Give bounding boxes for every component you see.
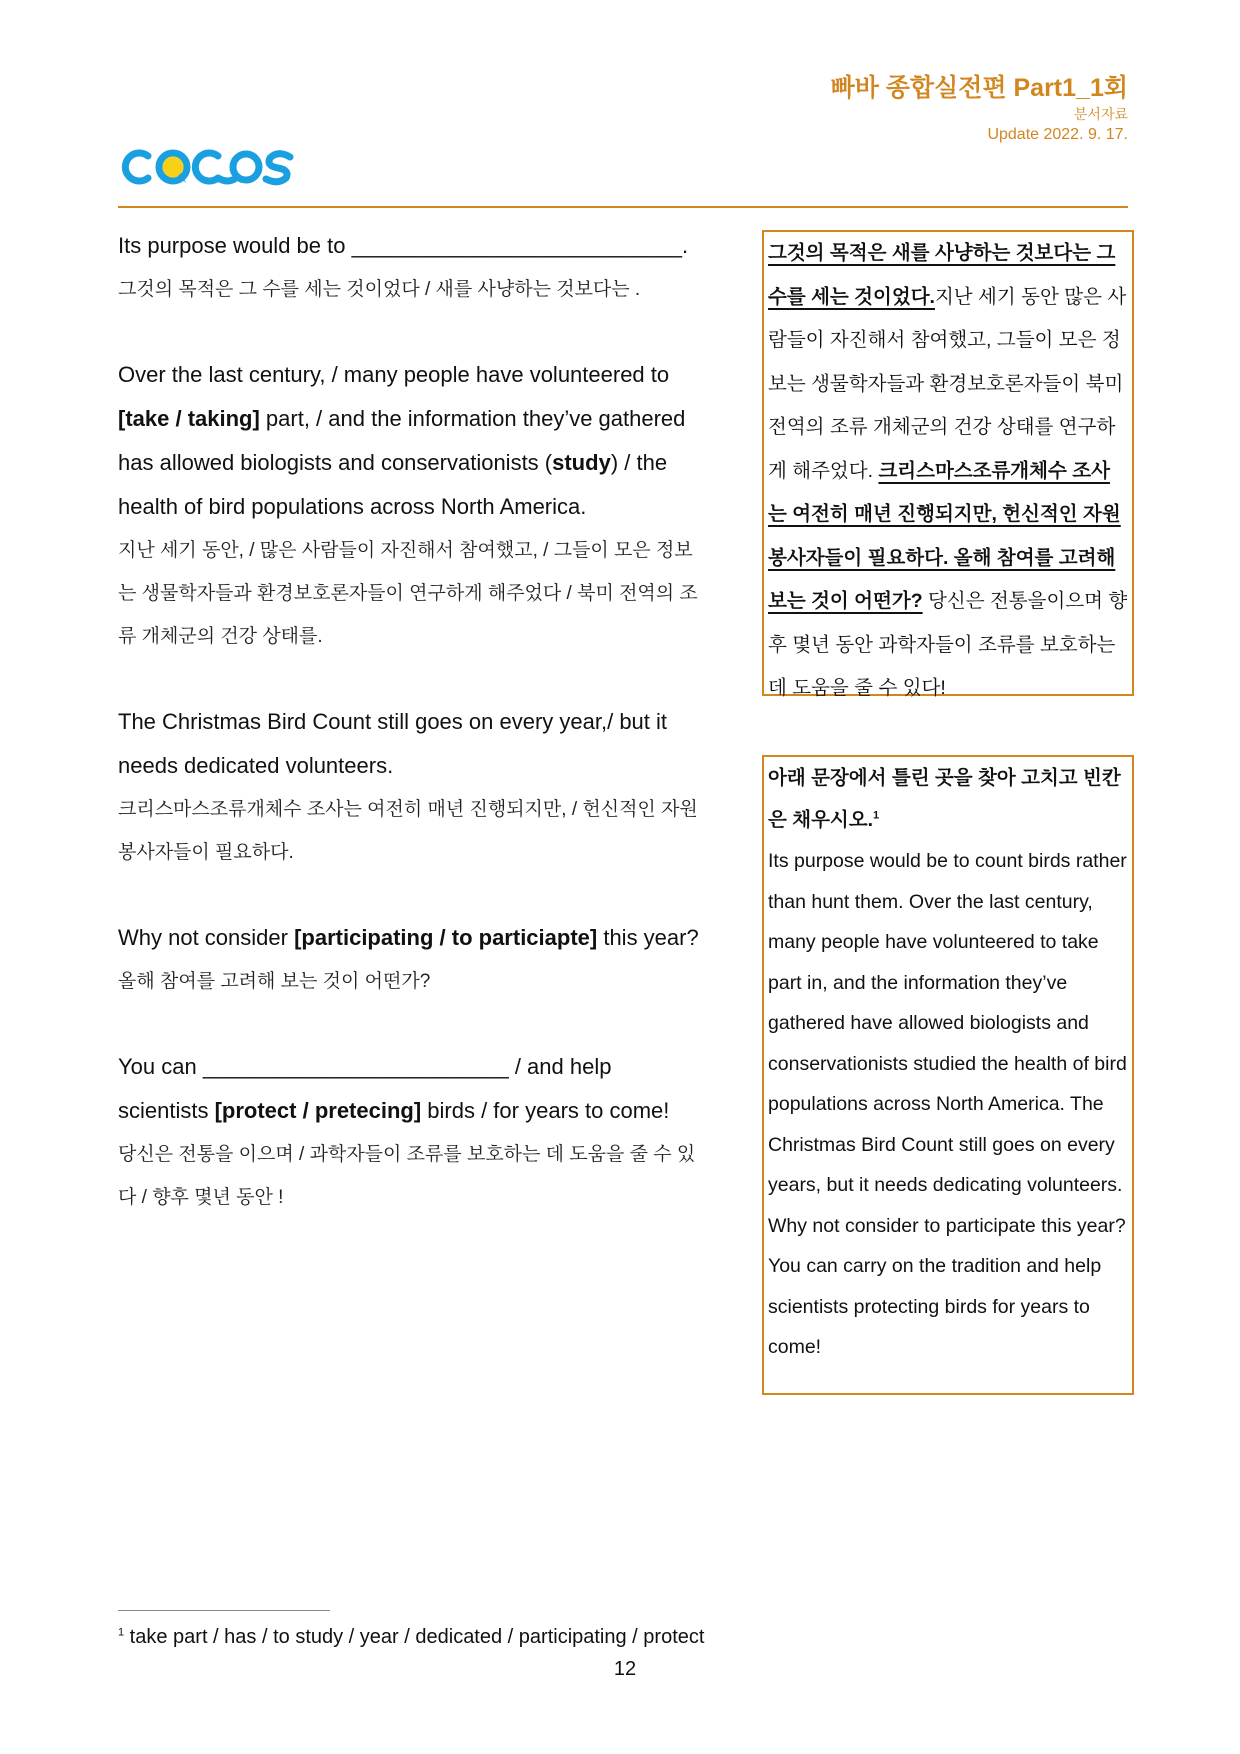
sentence-1-ko: 그것의 목적은 그 수를 세는 것이었다 / 새를 사냥하는 것보다는 . xyxy=(118,279,641,300)
translation-text: 그것의 목적은 새를 사냥하는 것보다는 그 수를 세는 것이었다.지난 세기 동안 많은 사람들이 자진해서 참여했고, 그들이 모은 정보는 생물학자들과 환경보호론자들이 북미 전역의 조류 개체군의 건강 상태를 연구하게 해주었다. 크리스마스조류개체수 조사는 여전히 매년 진행되지만, 헌신적인 자원봉사자들이 필요하다. 올해 참여를 고려해 보는 것이 어떤가? 당신은 전통을이으며 향후 몇년 동안 과학자들이 조류를 보호하는 데 도움을 줄 수 있다! xyxy=(768,242,1128,699)
sentence-2-en: Over the last century, / many people have volunteered to [take / taking] part, / and the information they’ve gathered has allowed biologists and conservationists (study) / the health of bird populations across North America. xyxy=(118,362,686,519)
sentence-4-ko: 올해 참여를 고려해 보는 것이 어떤가? xyxy=(118,971,431,992)
cocos-logo xyxy=(118,146,298,188)
sentence-4-en: Why not consider [participating / to particiapte] this year? xyxy=(118,925,699,950)
document-subtitle: 분서자료 xyxy=(1073,106,1128,122)
cocos-logo-icon xyxy=(118,146,298,188)
sentence-2-ko: 지난 세기 동안, / 많은 사람들이 자진해서 참여했고, / 그들이 모은 정보는 생물학자들과 환경보호론자들이 연구하게 해주었다 / 북미 전역의 조류 개체군의 건강 상태를. xyxy=(118,540,698,647)
header-divider xyxy=(118,206,1128,208)
sentence-3-ko: 크리스마스조류개체수 조사는 여전히 매년 진행되지만, / 헌신적인 자원봉사자들이 필요하다. xyxy=(118,799,698,863)
choice-participating: [participating / to particiapte] xyxy=(294,925,598,950)
choice-protect: [protect / pretecing] xyxy=(214,1098,422,1123)
word-study: study xyxy=(552,450,611,475)
correction-exercise-box xyxy=(762,755,1134,1395)
sentence-1-en: Its purpose would be to ___________________________. xyxy=(118,233,689,258)
update-date: Update 2022. 9. 17. xyxy=(987,126,1128,143)
footnote-divider xyxy=(118,1610,330,1611)
underlined-answer-1: 그것의 목적은 새를 사냥하는 것보다는 그 수를 세는 것이었다. xyxy=(768,242,1116,308)
sentence-column xyxy=(118,224,708,1219)
footnote: $^1$ take part / has / to study / year / dedicated / participating / protect xyxy=(118,1626,705,1648)
sentence-5-ko: 당신은 전통을 이으며 / 과학자들이 조류를 보호하는 데 도움을 줄 수 있다 / 향후 몇년 동안 ! xyxy=(118,1144,696,1208)
sentence-3-en: The Christmas Bird Count still goes on every year,/ but it needs dedicated volunteers. xyxy=(118,709,668,778)
translation-box xyxy=(762,230,1134,699)
page-number: 12 xyxy=(613,1658,637,1680)
choice-take-taking: [take / taking] xyxy=(118,406,260,431)
exercise-instruction: 아래 문장에서 틀린 곳을 찾아 고치고 빈칸은 채우시오.$^1$ xyxy=(768,767,1121,831)
sentence-5-en: You can _________________________ / and help scientists [protect / pretecing] birds / for years to come! xyxy=(118,1054,670,1123)
footnote-ref: 1 xyxy=(873,809,880,822)
document-title: 빠바 종합실전편 Part1_1회 xyxy=(830,74,1128,102)
underlined-answer-2: 크리스마스조류개체수 조사는 여전히 매년 진행되지만, 헌신적인 자원봉사자들이 필요하다. 올해 참여를 고려해 보는 것이 어떤가? xyxy=(768,459,1121,612)
exercise-passage: Its purpose would be to count birds rather than hunt them. Over the last century, many people have volunteered to take part in, and the information they’ve gathered have allowed biologists and conservationists studied the health of bird populations across North America. The Christmas Bird Count still goes on every years, but it needs dedicating volunteers. Why not consider to participate this year? You can carry on the tradition and help scientists protecting birds for years to come! xyxy=(768,850,1127,1358)
document-header xyxy=(831,72,1128,146)
